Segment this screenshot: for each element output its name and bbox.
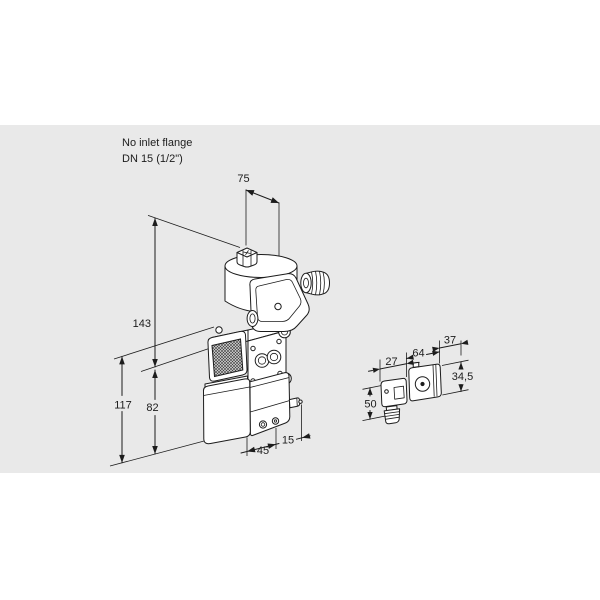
- dim-label-connector-depth: 27: [385, 356, 398, 368]
- note-line-1: No inlet flange: [122, 137, 193, 149]
- mesh-screen: [212, 339, 243, 377]
- mesh-screen-panel: [208, 331, 247, 381]
- detail-cable-gland: [384, 406, 399, 424]
- dim-label-coil-height: 34,5: [451, 371, 474, 383]
- dim-label-total-height: 50: [364, 398, 377, 411]
- detail-connector-box: [381, 378, 407, 406]
- hex-cap: [237, 248, 257, 267]
- dim-label-coil-width: 75: [237, 173, 250, 185]
- dim-label-outlet-offset: 15: [281, 434, 295, 447]
- dim-label-lower-height: 117: [114, 399, 132, 412]
- conduit-opening: [247, 311, 258, 327]
- base-port-left: [259, 421, 266, 428]
- coil-plug-knob: [301, 271, 330, 295]
- port-circle-right: [267, 350, 281, 364]
- dim-label-upper-height: 143: [132, 318, 151, 330]
- dim-label-base-width: 45: [256, 445, 270, 457]
- cover-screw: [275, 303, 281, 309]
- dim-label-body-height: 82: [146, 402, 159, 414]
- flange-bolt: [216, 327, 222, 333]
- note-line-2: DN 15 (1/2"): [122, 153, 183, 165]
- port-circle-left: [255, 354, 269, 368]
- detail-coil-body: [409, 362, 442, 401]
- base-port-right: [272, 418, 278, 424]
- dim-label-end-length: 37: [443, 334, 457, 347]
- dim-label-coil-length: 64: [412, 347, 425, 360]
